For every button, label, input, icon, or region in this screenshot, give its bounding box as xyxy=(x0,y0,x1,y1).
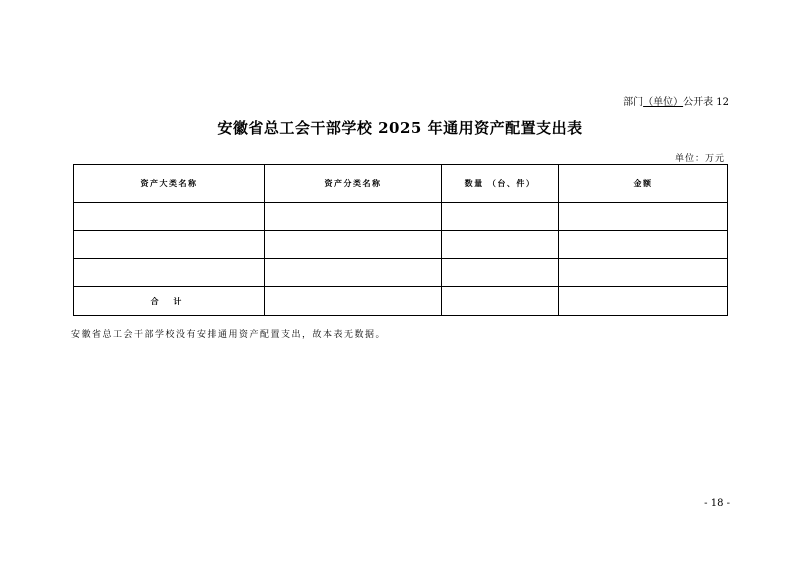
table-cell xyxy=(265,203,442,231)
table-cell xyxy=(265,231,442,259)
table-cell xyxy=(74,259,265,287)
table-cell xyxy=(442,203,559,231)
page-title: 安徽省总工会干部学校 2025 年通用资产配置支出表 xyxy=(217,119,583,137)
header-asset-category: 资产大类名称 xyxy=(74,165,265,203)
total-row xyxy=(74,287,728,316)
header-amount: 金额 xyxy=(559,165,728,203)
form-number-prefix: 部门 xyxy=(623,97,644,108)
table-cell xyxy=(559,259,728,287)
table-cell xyxy=(74,203,265,231)
table-row xyxy=(74,259,728,287)
page-number: - 18 - xyxy=(704,498,730,509)
table-cell xyxy=(559,203,728,231)
form-number-suffix: 公开表 12 xyxy=(683,97,729,108)
form-number-unit: （单位） xyxy=(643,97,684,108)
asset-table xyxy=(73,164,728,316)
form-number xyxy=(623,93,729,108)
table-row xyxy=(74,203,728,231)
header-asset-class: 资产分类名称 xyxy=(265,165,442,203)
table-cell xyxy=(74,231,265,259)
total-label: 合 计 xyxy=(74,287,265,316)
table-cell xyxy=(442,287,559,316)
table-cell xyxy=(559,287,728,316)
table-note: 安徽省总工会干部学校没有安排通用资产配置支出，故本表无数据。 xyxy=(71,330,387,340)
table-cell xyxy=(442,259,559,287)
table-cell xyxy=(442,231,559,259)
table-cell xyxy=(265,259,442,287)
header-quantity: 数量 （台、件） xyxy=(442,165,559,203)
table-row xyxy=(74,231,728,259)
table-cell xyxy=(265,287,442,316)
table-header-row xyxy=(74,165,728,203)
table-cell xyxy=(559,231,728,259)
unit-label: 单位：万元 xyxy=(674,154,725,164)
